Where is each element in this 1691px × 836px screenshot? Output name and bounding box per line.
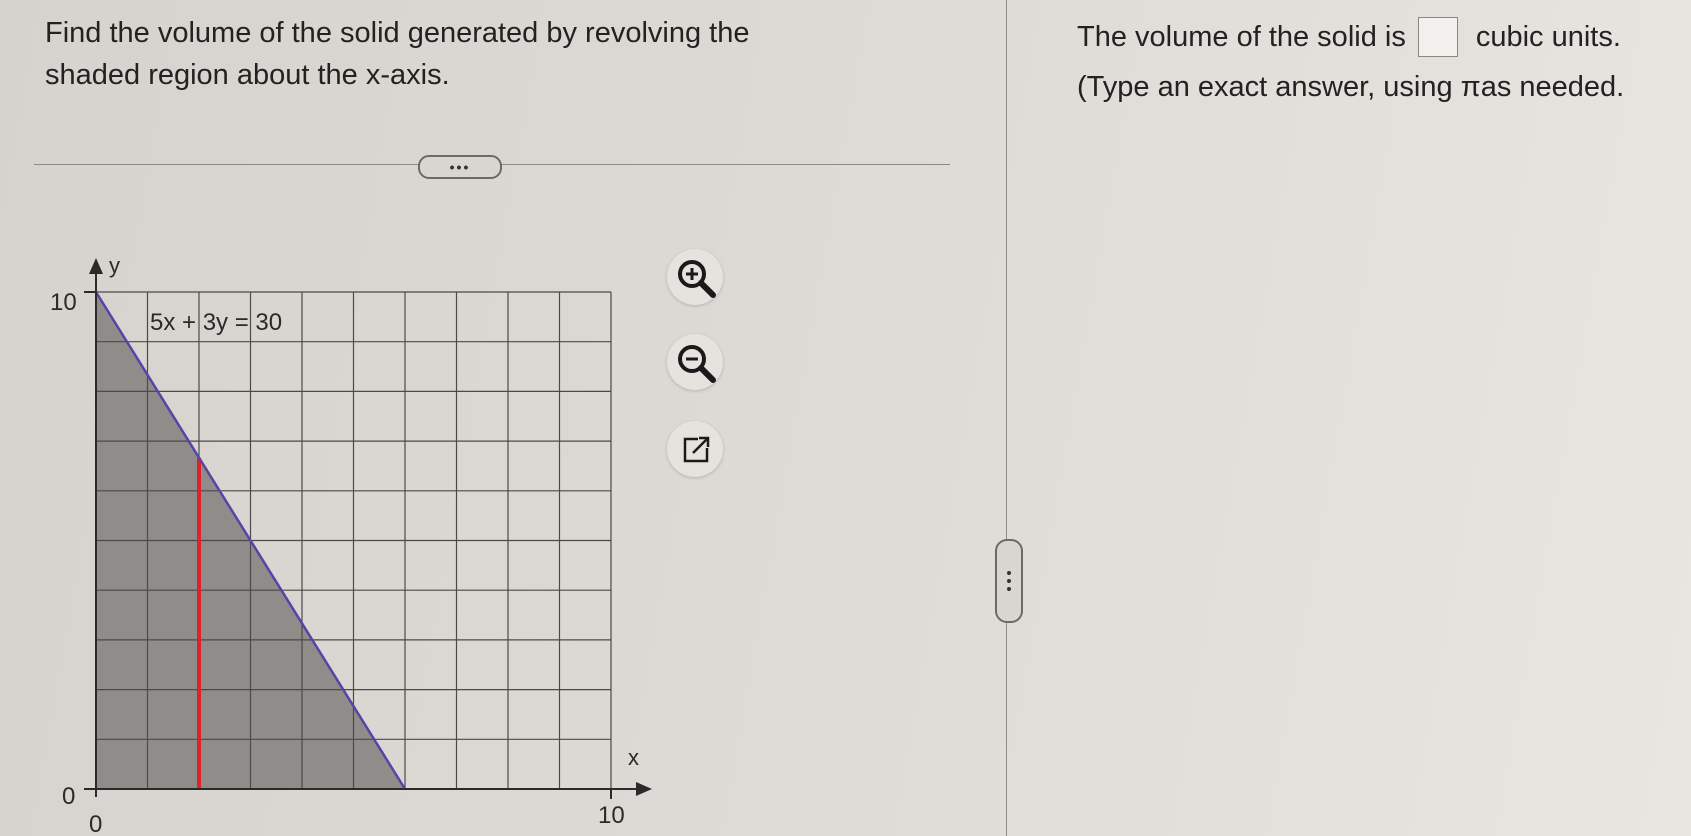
zoom-out-icon: [667, 334, 723, 390]
answer-statement: [1077, 16, 1691, 58]
question-line-2: shaded region about the x-axis.: [45, 59, 450, 91]
zoom-in-icon: [667, 249, 723, 305]
external-link-icon: [667, 421, 723, 477]
answer-prefix: The volume of the solid is: [1077, 20, 1406, 53]
answer-input[interactable]: [1418, 17, 1458, 57]
x-axis-label: x: [628, 745, 639, 770]
pane-separator: [1006, 0, 1007, 836]
x-axis-arrow: [636, 782, 652, 796]
pi-symbol: π: [1460, 71, 1481, 103]
answer-pane: [1077, 16, 1691, 108]
vertical-dots-icon: [1007, 571, 1011, 591]
graph: [0, 0, 700, 836]
hint-after-pi: as needed.: [1480, 71, 1625, 103]
zoom-out-button[interactable]: [667, 334, 723, 390]
y-axis-arrow: [89, 258, 103, 274]
x-tick-10: 10: [598, 802, 625, 829]
answer-hint: [1077, 66, 1691, 108]
pop-out-button[interactable]: [667, 421, 723, 477]
hint-before-pi: (Type an exact answer, using: [1077, 71, 1453, 103]
equation-label: 5x + 3y = 30: [150, 309, 283, 336]
pane-resize-handle[interactable]: [995, 539, 1023, 623]
question-line-1: Find the volume of the solid generated by revolving the: [45, 17, 750, 49]
y-tick-10: 10: [50, 289, 77, 316]
more-dots-icon: •••: [449, 159, 471, 175]
answer-suffix: cubic units.: [1475, 20, 1621, 53]
y-axis-label: y: [109, 253, 120, 278]
y-tick-0: 0: [62, 783, 76, 810]
zoom-in-button[interactable]: [667, 249, 723, 305]
x-tick-0: 0: [89, 811, 103, 836]
